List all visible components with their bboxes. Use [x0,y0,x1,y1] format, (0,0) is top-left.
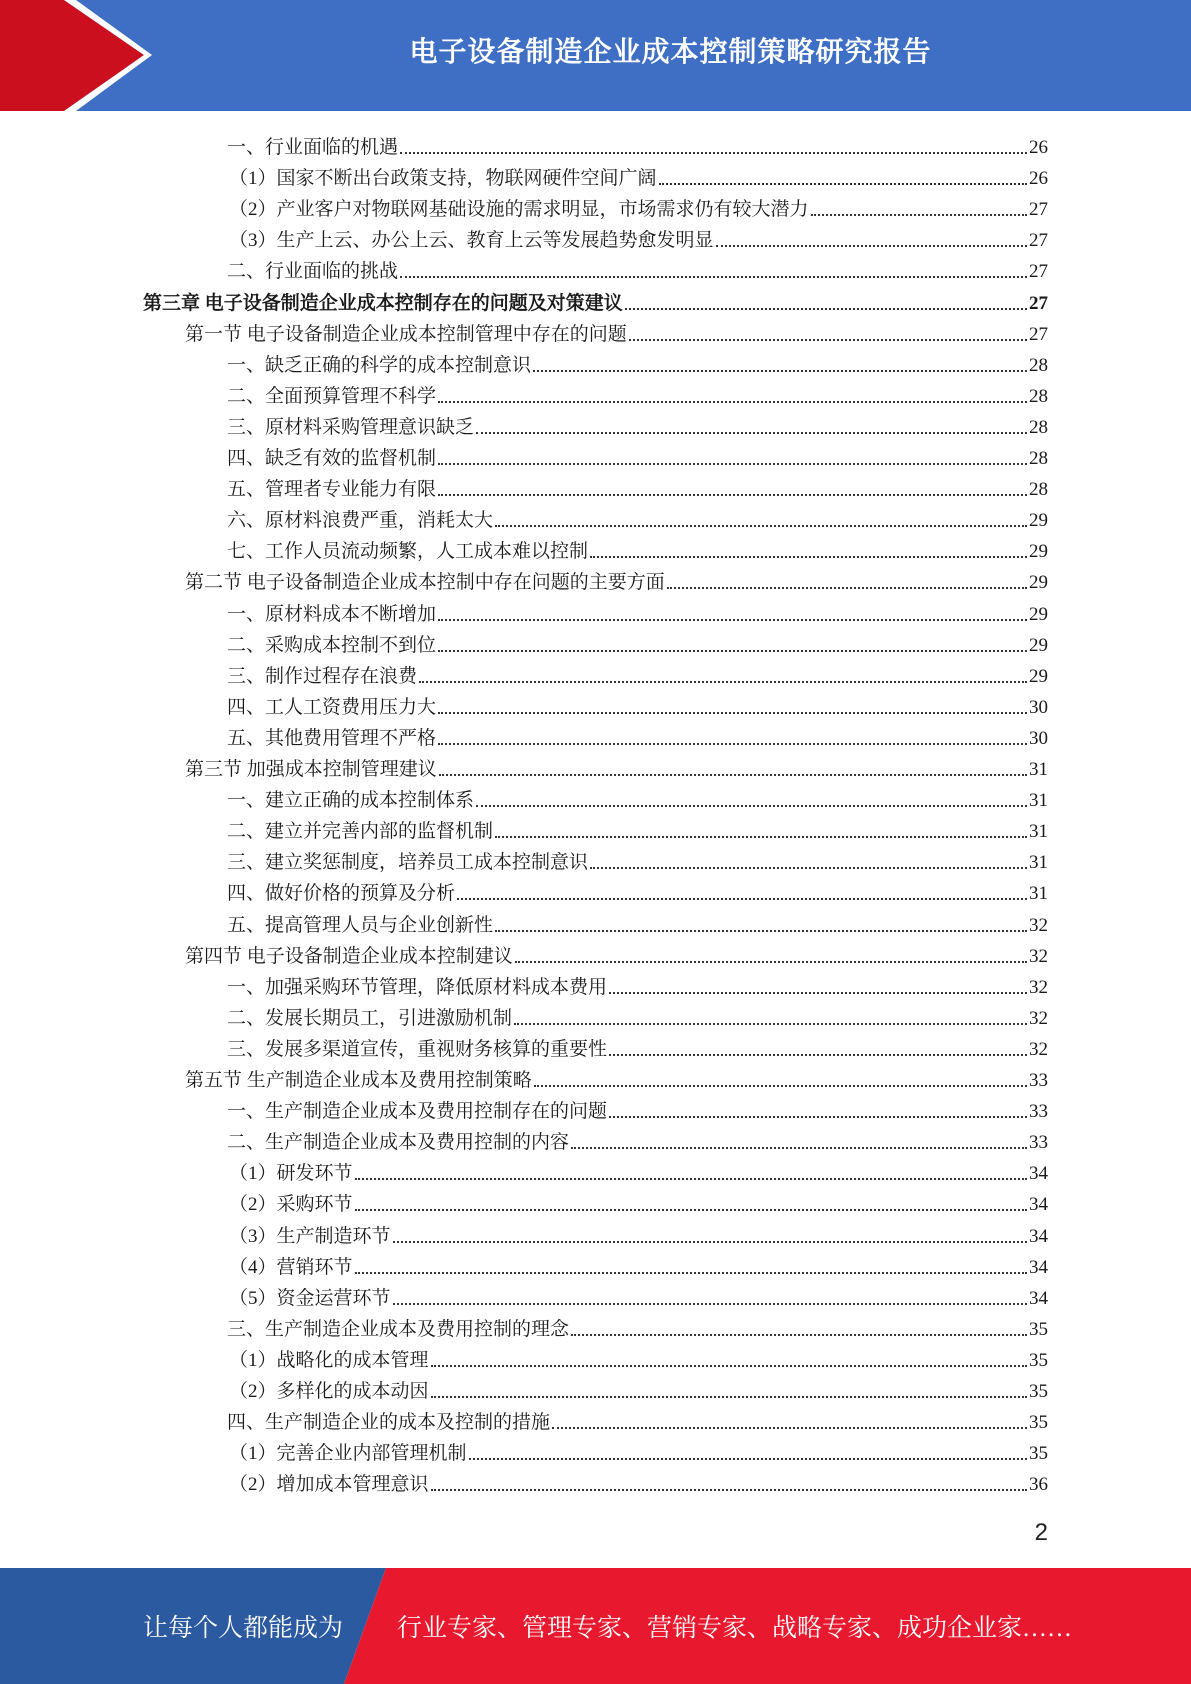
toc-entry-title: （3）生产上云、办公上云、教育上云等发展趋势愈发明显 [229,230,714,252]
toc-entry[interactable] [229,1279,1048,1310]
toc-dot-leader [439,774,1027,776]
toc-entry[interactable] [227,999,1048,1030]
toc-dot-leader [625,308,1027,310]
toc-dot-leader [393,1303,1027,1305]
toc-dot-leader [393,1241,1027,1243]
toc-entry[interactable] [227,781,1048,812]
toc-entry-title: （1）战略化的成本管理 [229,1349,429,1371]
toc-entry[interactable] [227,128,1048,159]
toc-entry-title: （2）产业客户对物联网基础设施的需求明显，市场需求仍有较大潜力 [229,199,809,221]
toc-entry-title: （1）研发环节 [229,1163,353,1185]
toc-entry[interactable] [143,284,1048,315]
footer-slogan-left: 让每个人都能成为 [143,1615,344,1642]
toc-entry[interactable] [227,626,1048,657]
toc-dot-leader [629,339,1027,341]
toc-entry-page: 34 [1029,1194,1048,1216]
toc-entry-title: 五、管理者专业能力有限 [227,479,437,501]
toc-dot-leader [609,1054,1027,1056]
toc-dot-leader [659,183,1027,185]
toc-entry[interactable] [227,812,1048,843]
toc-dot-leader [355,1209,1027,1211]
toc-entry-page: 29 [1029,572,1048,594]
toc-entry-title: 一、加强采购环节管理，降低原材料成本费用 [227,976,608,998]
toc-entry-title: 第一节 电子设备制造企业成本控制管理中存在的问题 [185,323,627,345]
toc-entry[interactable] [227,408,1048,439]
toc-dot-leader [495,930,1027,932]
toc-entry[interactable] [229,1154,1048,1185]
toc-entry-page: 32 [1029,945,1048,967]
toc-entry-page: 27 [1029,323,1048,345]
toc-entry-title: 五、其他费用管理不严格 [227,727,437,749]
toc-entry-page: 35 [1029,1443,1048,1465]
toc-entry-title: （1）国家不断出台政策支持，物联网硬件空间广阔 [229,168,657,190]
toc-dot-leader [438,743,1027,745]
toc-entry-title: 二、建立并完善内部的监督机制 [227,821,494,843]
toc-entry-page: 28 [1029,479,1048,501]
toc-entry[interactable] [227,1123,1048,1154]
header-chevron-decoration [0,0,160,111]
toc-dot-leader [590,867,1027,869]
toc-dot-leader [571,1334,1027,1336]
toc-entry[interactable] [185,937,1048,968]
toc-dot-leader [514,1023,1027,1025]
toc-entry-page: 34 [1029,1256,1048,1278]
toc-entry[interactable] [185,563,1048,594]
toc-entry-page: 27 [1029,230,1048,252]
toc-dot-leader [469,1458,1027,1460]
toc-dot-leader [431,1489,1027,1491]
toc-dot-leader [438,712,1027,714]
toc-entry[interactable] [227,532,1048,563]
toc-dot-leader [571,1147,1027,1149]
toc-entry[interactable] [229,221,1048,252]
toc-dot-leader [438,463,1027,465]
toc-entry-title: 三、制作过程存在浪费 [227,665,418,687]
toc-entry-title: （1）完善企业内部管理机制 [229,1443,467,1465]
toc-entry[interactable] [229,1185,1048,1216]
toc-entry-page: 30 [1029,696,1048,718]
document-title: 电子设备制造企业成本控制策略研究报告 [409,35,932,68]
toc-entry-page: 32 [1029,1038,1048,1060]
toc-entry-title: 三、原材料采购管理意识缺乏 [227,416,475,438]
toc-entry-title: 一、原材料成本不断增加 [227,603,437,625]
toc-entry-page: 29 [1029,510,1048,532]
toc-entry[interactable] [229,1372,1048,1403]
toc-entry-page: 29 [1029,665,1048,687]
toc-entry-title: 三、生产制造企业成本及费用控制的理念 [227,1318,570,1340]
toc-entry-page: 35 [1029,1381,1048,1402]
toc-entry-title: 第三节 加强成本控制管理建议 [185,759,437,780]
toc-entry[interactable] [227,719,1048,750]
toc-entry-title: 一、建立正确的成本控制体系 [227,790,475,812]
toc-entry[interactable] [185,750,1048,781]
toc-entry-page: 34 [1029,1287,1048,1309]
toc-entry-title: 第三章 电子设备制造企业成本控制存在的问题及对策建议 [143,292,623,314]
page-header [0,0,1191,111]
toc-entry[interactable] [227,501,1048,532]
toc-entry-page: 31 [1029,759,1048,780]
toc-entry-title: 六、原材料浪费严重，消耗太大 [227,510,494,532]
toc-dot-leader [552,1427,1027,1429]
toc-entry-title: 二、采购成本控制不到位 [227,634,437,656]
toc-entry-page: 35 [1029,1412,1048,1434]
toc-entry-page: 34 [1029,1225,1048,1247]
toc-dot-leader [355,1178,1027,1180]
toc-entry[interactable] [227,843,1048,874]
toc-entry[interactable] [229,1465,1048,1496]
toc-entry[interactable] [227,657,1048,688]
toc-entry-page: 30 [1029,727,1048,749]
footer-slogan-right: 行业专家、管理专家、营销专家、战略专家、成功企业家…… [397,1615,1073,1642]
toc-entry[interactable] [227,1030,1048,1061]
toc-entry[interactable] [227,906,1048,937]
toc-entry[interactable] [227,874,1048,905]
toc-entry[interactable] [227,688,1048,719]
toc-entry-title: 五、提高管理人员与企业创新性 [227,914,494,936]
toc-entry-title: 第二节 电子设备制造企业成本控制中存在问题的主要方面 [185,572,665,594]
toc-dot-leader [476,805,1027,807]
toc-dot-leader [438,401,1027,403]
toc-entry[interactable] [185,315,1048,346]
toc-entry-title: 四、缺乏有效的监督机制 [227,448,437,469]
toc-entry[interactable] [227,595,1048,626]
toc-entry-page: 31 [1029,821,1048,843]
toc-entry-page: 32 [1029,976,1048,998]
page-number: 2 [1034,1519,1048,1546]
toc-entry-title: 一、行业面临的机遇 [227,137,399,158]
toc-dot-leader [609,992,1027,994]
toc-dot-leader [355,1272,1027,1274]
toc-entry-title: （2）增加成本管理意识 [229,1474,429,1496]
toc-entry[interactable] [227,252,1048,283]
toc-entry[interactable] [227,439,1048,470]
toc-dot-leader [534,1085,1027,1087]
toc-entry[interactable] [185,1061,1048,1092]
toc-dot-leader [431,1396,1027,1398]
toc-entry-page: 26 [1029,168,1048,190]
toc-entry-title: （4）营销环节 [229,1256,353,1278]
toc-entry-title: （2）多样化的成本动因 [229,1381,429,1402]
toc-entry-title: 四、生产制造企业的成本及控制的措施 [227,1412,551,1434]
toc-entry[interactable] [227,470,1048,501]
toc-entry-page: 27 [1029,292,1048,314]
toc-dot-leader [533,370,1027,372]
toc-entry-title: 二、全面预算管理不科学 [227,385,437,407]
toc-entry-title: （2）采购环节 [229,1194,353,1216]
toc-entry-page: 28 [1029,448,1048,469]
toc-dot-leader [431,1365,1027,1367]
toc-entry-page: 29 [1029,541,1048,563]
toc-dot-leader [590,556,1027,558]
toc-entry-page: 35 [1029,1349,1048,1371]
toc-entry[interactable] [229,1434,1048,1465]
toc-dot-leader [515,961,1027,963]
toc-entry-title: 第五节 生产制造企业成本及费用控制策略 [185,1070,532,1091]
toc-entry[interactable] [227,377,1048,408]
toc-entry-title: 第四节 电子设备制造企业成本控制建议 [185,945,513,967]
toc-entry-page: 36 [1029,1474,1048,1496]
toc-entry[interactable] [227,1310,1048,1341]
toc-entry-title: 二、发展长期员工，引进激励机制 [227,1007,513,1029]
toc-entry-page: 35 [1029,1318,1048,1340]
toc-entry-title: 三、建立奖惩制度，培养员工成本控制意识 [227,852,589,874]
toc-entry-page: 27 [1029,261,1048,283]
toc-entry-title: （5）资金运营环节 [229,1287,391,1309]
toc-entry[interactable] [229,159,1048,190]
toc-dot-leader [495,525,1027,527]
toc-entry-title: 四、做好价格的预算及分析 [227,883,456,905]
toc-entry[interactable] [229,190,1048,221]
toc-entry-page: 31 [1029,790,1048,812]
toc-entry-page: 33 [1029,1101,1048,1123]
toc-entry[interactable] [227,1092,1048,1123]
toc-entry-title: 二、行业面临的挑战 [227,261,399,283]
toc-dot-leader [495,836,1027,838]
toc-dot-leader [667,587,1027,589]
toc-entry-title: 四、工人工资费用压力大 [227,696,437,718]
page-footer [0,1568,1191,1684]
toc-entry-page: 29 [1029,634,1048,656]
toc-dot-leader [609,1116,1027,1118]
toc-entry-title: 一、生产制造企业成本及费用控制存在的问题 [227,1101,608,1123]
toc-dot-leader [457,898,1027,900]
toc-dot-leader [476,432,1027,434]
toc-dot-leader [716,245,1027,247]
toc-entry-title: 一、缺乏正确的科学的成本控制意识 [227,354,532,376]
toc-entry-page: 32 [1029,914,1048,936]
toc-entry[interactable] [229,1217,1048,1248]
toc-entry[interactable] [229,1248,1048,1279]
toc-dot-leader [438,494,1027,496]
toc-entry-title: 二、生产制造企业成本及费用控制的内容 [227,1132,570,1154]
toc-entry-page: 34 [1029,1163,1048,1185]
toc-dot-leader [419,681,1027,683]
toc-dot-leader [400,152,1027,154]
toc-dot-leader [811,214,1027,216]
toc-dot-leader [400,276,1027,278]
toc-entry-page: 33 [1029,1070,1048,1091]
toc-entry-page: 31 [1029,883,1048,905]
toc-entry[interactable] [229,1341,1048,1372]
toc-entry-title: 三、发展多渠道宣传，重视财务核算的重要性 [227,1038,608,1060]
toc-entry-title: （3）生产制造环节 [229,1225,391,1247]
toc-entry[interactable] [227,346,1048,377]
toc-entry-page: 28 [1029,354,1048,376]
toc-entry[interactable] [227,968,1048,999]
toc-entry-page: 26 [1029,137,1048,158]
toc-entry-title: 七、工作人员流动频繁，人工成本难以控制 [227,541,589,563]
toc-entry[interactable] [227,1403,1048,1434]
toc-entry-page: 27 [1029,199,1048,221]
toc-entry-page: 29 [1029,603,1048,625]
toc-entry-page: 33 [1029,1132,1048,1154]
toc-entry-page: 28 [1029,416,1048,438]
toc-dot-leader [438,650,1027,652]
toc-entry-page: 31 [1029,852,1048,874]
toc-entry-page: 32 [1029,1007,1048,1029]
toc-dot-leader [438,619,1027,621]
toc-entry-page: 28 [1029,385,1048,407]
